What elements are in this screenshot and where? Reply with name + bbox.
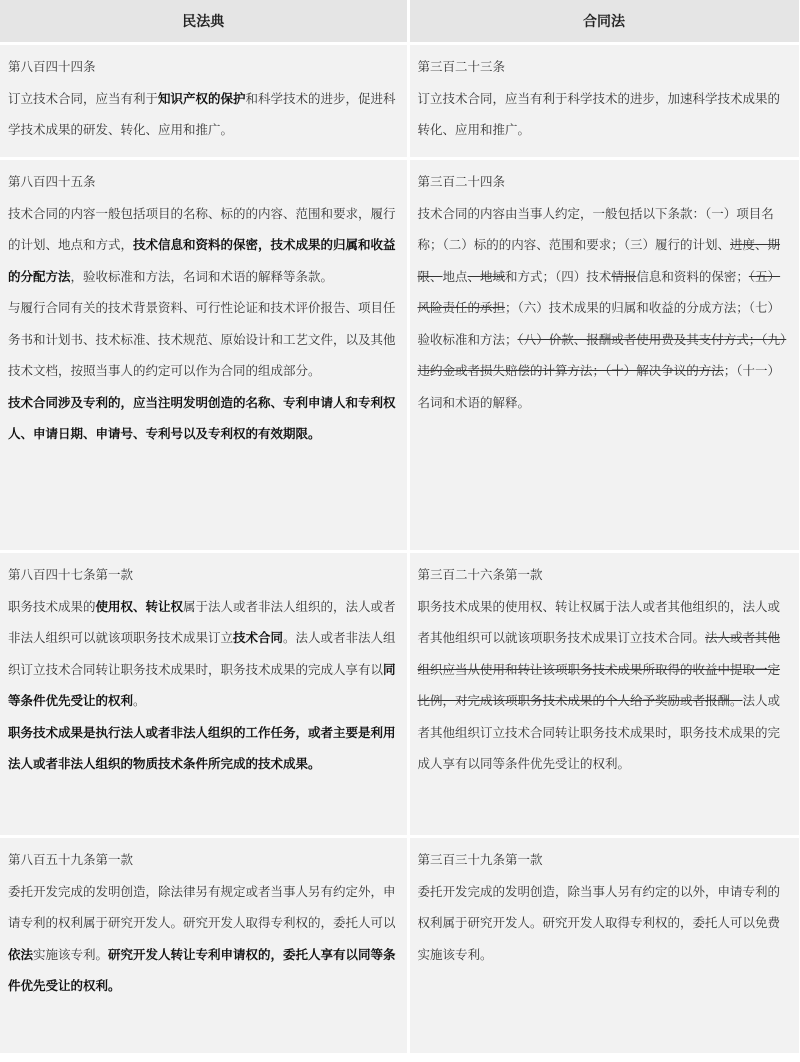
table-row xyxy=(0,837,800,1055)
article-number: 第三百二十三条 xyxy=(417,59,506,74)
civil-code-cell xyxy=(0,837,408,1055)
deleted-text: （五）风险责任的承担 xyxy=(417,268,781,315)
article-text-bold: 职务技术成果是执行法人或者非法人组织的工作任务，或者主要是利用法人或者非法人组织的物质技术条件所完成的技术成果。 xyxy=(8,724,396,771)
article-number: 第三百三十九条第一款 xyxy=(417,852,543,867)
column-header-contract-law: 合同法 xyxy=(408,0,800,44)
article-text: 订立技术合同，应当有利于科学技术的进步，加速科学技术成果的转化、应用和推广。 xyxy=(417,90,781,137)
emphasis-text: 知识产权的保护 xyxy=(158,90,246,106)
article-text: 技术合同的内容一般包括项目的名称、标的的内容、范围和要求，履行的计划、地点和方式，技术信息和资料的保密，技术成果的归属和收益的分配方法，验收标准和方法，名词和术语的解释等条款。 xyxy=(8,205,396,284)
deleted-text: （八）价款、报酬或者使用费及其支付方式；（九）违约金或者损失赔偿的计算方法；（十）解决争议的方法 xyxy=(417,331,787,378)
article-text: 订立技术合同，应当有利于知识产权的保护和科学技术的进步，促进科学技术成果的研发、转化、应用和推广。 xyxy=(8,90,396,137)
emphasis-text: 同等条件优先受让的权利 xyxy=(8,661,396,708)
deleted-text: 情报 xyxy=(611,268,637,284)
article-number: 第八百四十五条 xyxy=(8,174,96,189)
deleted-text: 、地域 xyxy=(467,268,506,284)
article-number: 第三百二十六条第一款 xyxy=(417,567,543,582)
column-header-civil-code: 民法典 xyxy=(0,0,408,44)
deleted-text: 进度、期限、 xyxy=(417,237,781,284)
article-text: 技术合同的内容由当事人约定，一般包括以下条款：（一）项目名称；（二）标的的内容、范围和要求；（三）履行的计划、进度、期限、地点、地域和方式；（四）技术情报信息和资料的保密；（五）风险责任的承担；（六）技术成果的归属和收益的分成方法；（七）验收标准和方法；（八）价款、报酬或者使用费及其支付方式；（九）违约金或者损失赔偿的计算方法；（十）解决争议的方法；（十一）名词和术语的解释。 xyxy=(417,205,787,410)
civil-code-cell xyxy=(0,159,408,552)
header-row xyxy=(0,0,800,44)
table-row xyxy=(0,44,800,159)
emphasis-text: 技术合同 xyxy=(233,630,284,645)
contract-law-cell xyxy=(408,159,800,552)
emphasis-text: 使用权、转让权 xyxy=(95,598,184,614)
article-number: 第八百五十九条第一款 xyxy=(8,852,134,867)
article-number: 第八百四十四条 xyxy=(8,59,96,74)
contract-law-cell xyxy=(408,837,800,1055)
article-text: 职务技术成果的使用权、转让权属于法人或者非法人组织的，法人或者非法人组织可以就该项职务技术成果订立技术合同。法人或者非法人组织订立技术合同转让职务技术成果时，职务技术成果的完成人享有以同等条件优先受让的权利。 xyxy=(8,598,396,708)
article-text: 委托开发完成的发明创造，除法律另有规定或者当事人另有约定外，申请专利的权利属于研究开发人。研究开发人取得专利权的，委托人可以依法实施该专利。研究开发人转让专利申请权的，委托人享有以同等条件优先受让的权利。 xyxy=(8,883,396,993)
deleted-text: 法人或者其他组织应当从使用和转让该项职务技术成果所取得的收益中提取一定比例，对完成该项职务技术成果的个人给予奖励或者报酬。 xyxy=(417,630,781,708)
table-row xyxy=(0,552,800,837)
article-text: 职务技术成果的使用权、转让权属于法人或者其他组织的，法人或者其他组织可以就该项职务技术成果订立技术合同。法人或者其他组织应当从使用和转让该项职务技术成果所取得的收益中提取一定比例，对完成该项职务技术成果的个人给予奖励或者报酬。法人或者其他组织订立技术合同转让职务技术成果时，职务技术成果的完成人享有以同等条件优先受让的权利。 xyxy=(417,598,781,771)
article-text: 委托开发完成的发明创造，除当事人另有约定的以外，申请专利的权利属于研究开发人。研究开发人取得专利权的，委托人可以免费实施该专利。 xyxy=(417,883,781,962)
contract-law-cell xyxy=(408,44,800,159)
civil-code-cell xyxy=(0,552,408,837)
article-number: 第八百四十七条第一款 xyxy=(8,567,134,582)
civil-code-cell xyxy=(0,44,408,159)
contract-law-cell xyxy=(408,552,800,837)
emphasis-text: 研究开发人转让专利申请权的，委托人享有以同等条件优先受让的权利。 xyxy=(8,946,396,993)
article-number: 第三百二十四条 xyxy=(417,174,506,189)
article-text-bold: 技术合同涉及专利的，应当注明发明创造的名称、专利申请人和专利权人、申请日期、申请号、专利号以及专利权的有效期限。 xyxy=(8,394,396,441)
article-text: 与履行合同有关的技术背景资料、可行性论证和技术评价报告、项目任务书和计划书、技术标准、技术规范、原始设计和工艺文件，以及其他技术文档，按照当事人的约定可以作为合同的组成部分。 xyxy=(8,300,396,378)
emphasis-text: 依法 xyxy=(8,946,34,962)
table-row xyxy=(0,159,800,552)
emphasis-text: 技术信息和资料的保密，技术成果的归属和收益的分配方法 xyxy=(8,237,396,284)
